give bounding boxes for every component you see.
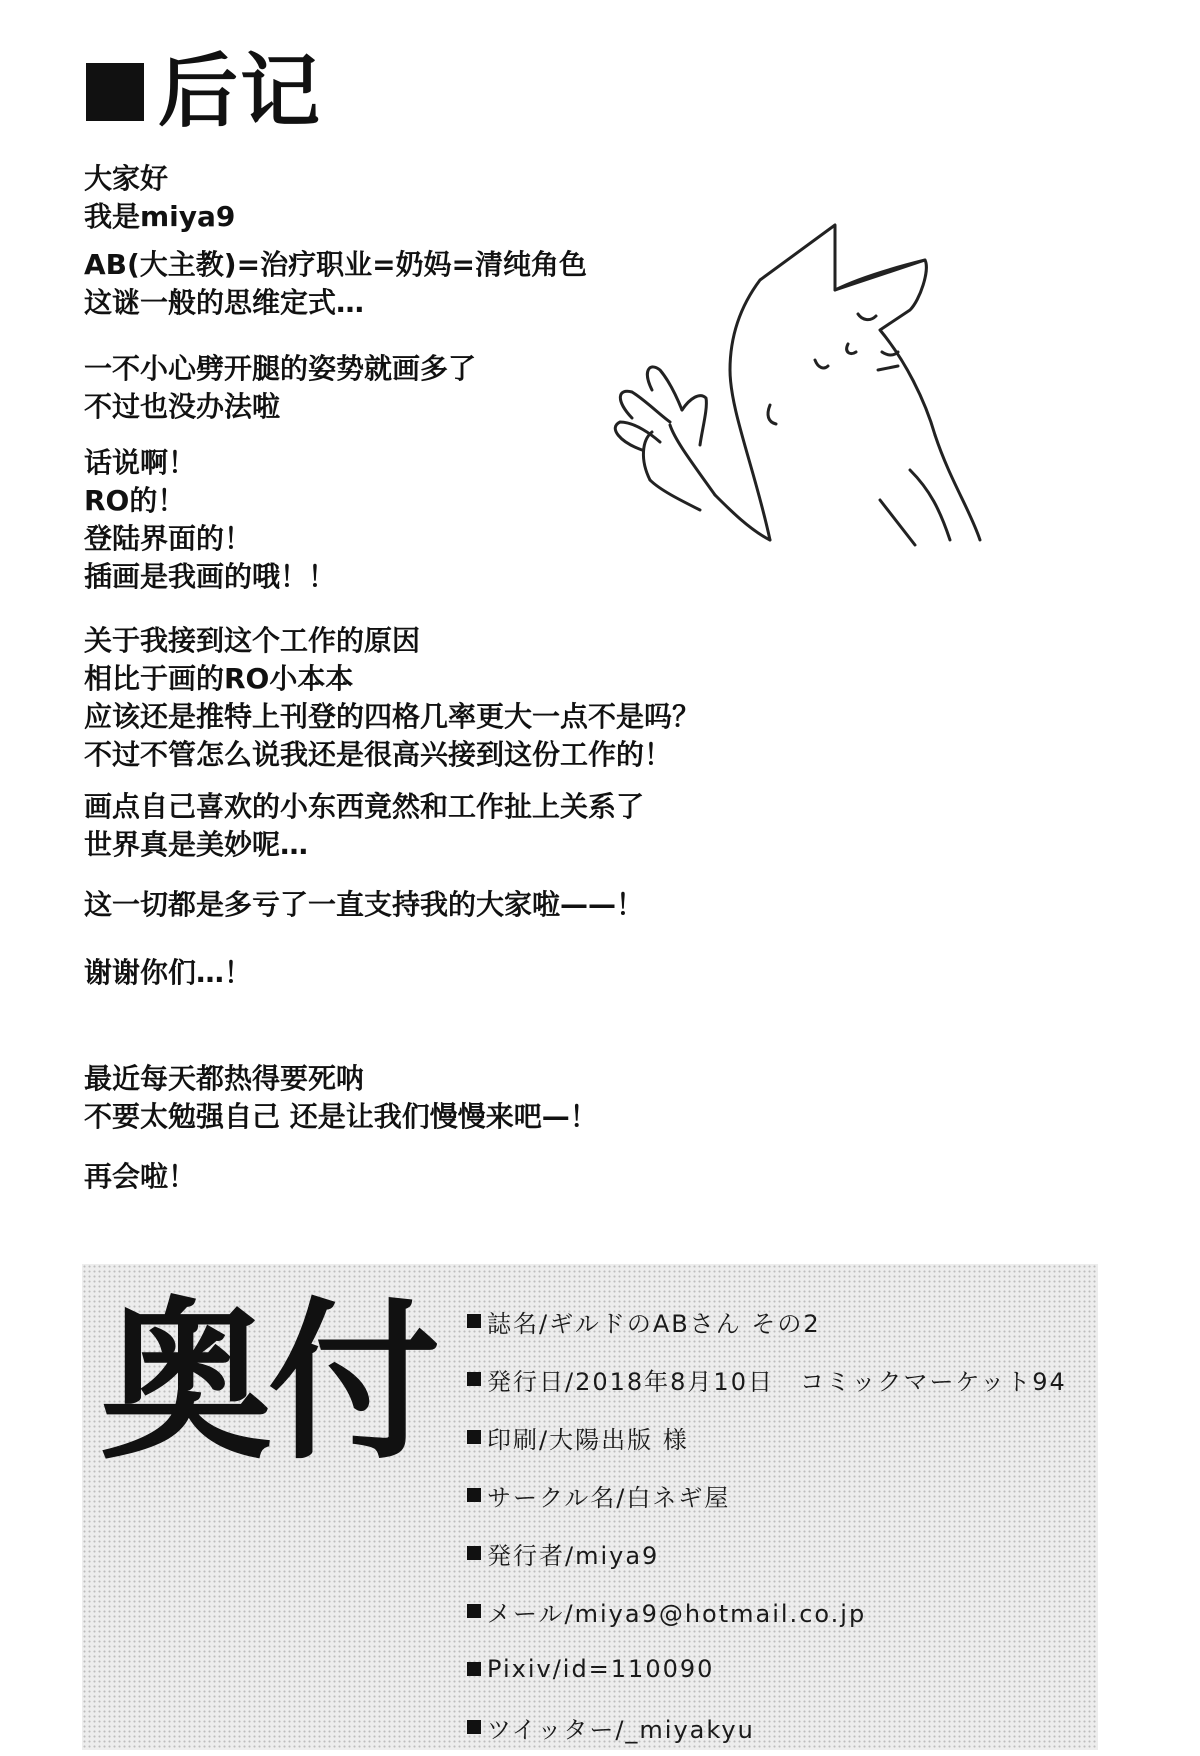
list-item [467,1582,1067,1640]
black-square-icon [467,1314,481,1328]
black-square-icon [467,1604,481,1618]
text-line: 应该还是推特上刊登的四格几率更大一点不是吗？ [84,700,701,733]
list-item [467,1292,1067,1350]
text-line: 大家好 [84,162,169,195]
list-item [467,1350,1067,1408]
text-line: 这谜一般的思维定式… [84,286,365,319]
text-line: 我是miya9 [84,200,236,233]
text-line: 这一切都是多亏了一直支持我的大家啦——！ [84,888,645,921]
text-line: 插画是我画的哦！！ [84,560,337,593]
black-square-icon [467,1488,481,1502]
page-title: 后记 [158,45,322,138]
text-line: 不要太勉强自己 还是让我们慢慢来吧—！ [84,1100,598,1133]
text-line: 话说啊！ [84,446,197,479]
colophon-item-text: 発行日/2018年8月10日 コミックマーケット94 [487,1367,1067,1396]
black-square-icon [467,1372,481,1386]
colophon-item-text: サークル名/白ネギ屋 [487,1483,731,1512]
colophon-item-text: 発行者/miya9 [487,1541,660,1570]
text-line: 一不小心劈开腿的姿势就画多了 [84,352,477,385]
colophon-list [467,1292,1067,1756]
paragraph-hot-weather [84,1060,784,1136]
text-line: 世界真是美妙呢… [84,828,309,861]
colophon-item-text: 誌名/ギルドのABさん その2 [487,1309,821,1338]
paragraph-goodbye [84,1158,784,1196]
page-heading [86,45,322,138]
black-square-icon [467,1546,481,1560]
text-line: 画点自己喜欢的小东西竟然和工作扯上关系了 [84,790,645,823]
paragraph-wonderful-world [84,788,784,864]
black-square-icon [86,63,144,121]
black-square-icon [467,1430,481,1444]
text-line: 相比于画的RO小本本 [84,662,354,695]
black-square-icon [467,1662,481,1676]
colophon-title: 奥付 [100,1280,436,1483]
list-item [467,1466,1067,1524]
text-line: 关于我接到这个工作的原因 [84,624,421,657]
colophon-box [82,1264,1098,1750]
list-item [467,1524,1067,1582]
text-line: AB(大主教)=治疗职业=奶妈=清纯角色 [84,248,587,281]
colophon-item-text: ツイッター/_miyakyu [487,1715,755,1744]
colophon-item-text: 印刷/大陽出版 様 [487,1425,689,1454]
text-line: 谢谢你们…！ [84,956,253,989]
list-item [467,1640,1067,1698]
paragraph-thank-you [84,954,784,992]
list-item [467,1698,1067,1756]
text-line: 不过也没办法啦 [84,390,281,423]
colophon-item-text: Pixiv/id=110090 [487,1655,715,1683]
text-line: 再会啦！ [84,1160,197,1193]
list-item [467,1408,1067,1466]
black-square-icon [467,1720,481,1734]
text-line: 登陆界面的！ [84,522,253,555]
text-line: 不过不管怎么说我还是很高兴接到这份工作的！ [84,738,673,771]
text-line: 最近每天都热得要死呐 [84,1062,365,1095]
paragraph-reason [84,622,784,774]
paragraph-thanks-support [84,886,784,924]
colophon-item-text: メール/miya9@hotmail.co.jp [487,1599,867,1628]
text-line: RO的！ [84,484,186,517]
waving-cat-sketch-icon [580,210,1100,580]
